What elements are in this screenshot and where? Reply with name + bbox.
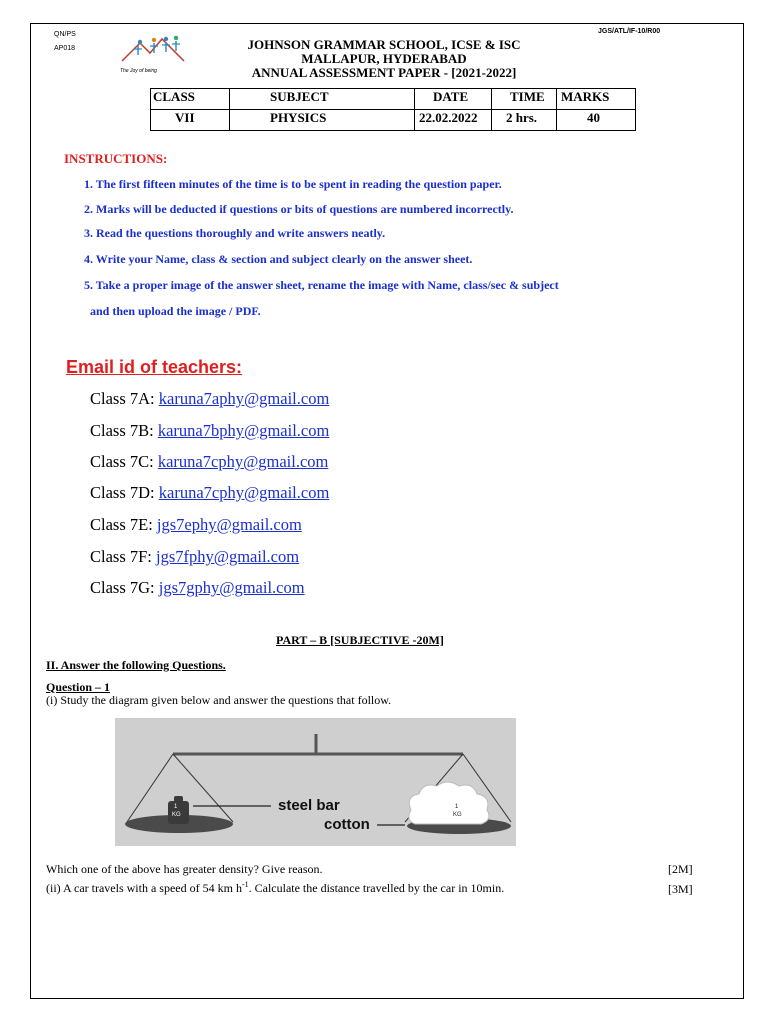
class-label: Class 7D: xyxy=(90,483,155,502)
header-marks: MARKS xyxy=(557,89,636,110)
label-steel-bar: steel bar xyxy=(278,797,340,814)
question-2-text-end: . Calculate the distance travelled by the car in 10min. xyxy=(248,881,505,895)
email-link[interactable]: karuna7cphy@gmail.com xyxy=(157,452,329,471)
email-link[interactable]: karuna7bphy@gmail.com xyxy=(157,421,330,440)
value-class: VII xyxy=(151,110,230,131)
value-marks: 40 xyxy=(557,110,636,131)
header-time: TIME xyxy=(492,89,557,110)
class-label: Class 7F: xyxy=(90,547,152,566)
exam-details-table xyxy=(150,88,636,131)
email-link[interactable]: karuna7cphy@gmail.com xyxy=(158,483,330,502)
logo-tagline: The Joy of being xyxy=(120,68,157,74)
header-date: DATE xyxy=(415,89,492,110)
email-row-7a xyxy=(90,389,329,409)
question-heading: Question – 1 xyxy=(46,680,111,694)
value-date: 22.02.2022 xyxy=(415,110,492,131)
class-label: Class 7E: xyxy=(90,515,153,534)
email-row-7d xyxy=(90,483,329,503)
email-link[interactable]: jgs7ephy@gmail.com xyxy=(156,515,302,534)
paper-title: ANNUAL ASSESSMENT PAPER - [2021-2022] xyxy=(251,65,517,80)
instruction-item: 4. Write your Name, class & section and subject clearly on the answer sheet. xyxy=(84,252,473,266)
email-row-7f xyxy=(90,547,299,567)
weight-label-right-1: 1 xyxy=(455,804,459,810)
school-logo xyxy=(118,33,188,78)
instruction-item: 1. The first fifteen minutes of the time is to be spent in reading the question paper. xyxy=(84,177,502,191)
page-border xyxy=(30,23,744,999)
weight-label-left-2: KG xyxy=(172,812,181,818)
class-label: Class 7C: xyxy=(90,452,154,471)
header-subject: SUBJECT xyxy=(230,89,415,110)
part-b-title: PART – B [SUBJECTIVE -20M] xyxy=(276,633,444,647)
balance-scale-graphic xyxy=(115,718,516,846)
question-intro: (i) Study the diagram given below and answer the questions that follow. xyxy=(46,693,392,707)
document-code-ap: AP018 xyxy=(54,45,76,52)
header-class: CLASS xyxy=(151,89,230,110)
school-name: JOHNSON GRAMMAR SCHOOL, ICSE & ISC xyxy=(247,37,521,52)
class-label: Class 7B: xyxy=(90,421,154,440)
school-location: MALLAPUR, HYDERABAD xyxy=(301,51,467,66)
table-header-row xyxy=(151,89,636,110)
table-value-row xyxy=(151,110,636,131)
question-1-text: Which one of the above has greater density? Give reason. xyxy=(46,862,323,876)
value-time: 2 hrs. xyxy=(492,110,557,131)
form-code: JGS/ATL/IF-10/R00 xyxy=(598,28,661,35)
document-code-qn: QN/PS xyxy=(54,31,76,38)
question-1-marks: [2M] xyxy=(668,862,693,876)
weight-label-left-1: 1 xyxy=(174,804,178,810)
weight-label-right-2: KG xyxy=(453,812,462,818)
label-cotton: cotton xyxy=(324,816,370,833)
instruction-item: 2. Marks will be deducted if questions or bits of questions are numbered incorrectly. xyxy=(84,202,514,216)
section-heading: II. Answer the following Questions. xyxy=(46,658,226,672)
email-section-title: Email id of teachers: xyxy=(66,357,243,377)
class-label: Class 7G: xyxy=(90,578,155,597)
instructions-title: INSTRUCTIONS: xyxy=(64,151,168,166)
email-row-7e xyxy=(90,515,302,535)
email-link[interactable]: jgs7fphy@gmail.com xyxy=(156,547,300,566)
balance-diagram xyxy=(115,718,516,846)
email-link[interactable]: karuna7aphy@gmail.com xyxy=(158,389,330,408)
class-label: Class 7A: xyxy=(90,389,155,408)
instruction-item-continued: and then upload the image / PDF. xyxy=(90,304,261,318)
instruction-item: 3. Read the questions thoroughly and write answers neatly. xyxy=(84,226,386,240)
email-link[interactable]: jgs7gphy@gmail.com xyxy=(158,578,305,597)
email-row-7b xyxy=(90,421,329,441)
value-subject: PHYSICS xyxy=(230,110,415,131)
instruction-item: 5. Take a proper image of the answer sheet, rename the image with Name, class/sec & subject xyxy=(84,278,559,292)
question-2-text xyxy=(46,880,504,896)
unit-superscript: -1 xyxy=(241,880,249,889)
question-2-text-start: (ii) A car travels with a speed of 54 km h xyxy=(46,881,242,895)
email-row-7g xyxy=(90,578,305,598)
question-2-marks: [3M] xyxy=(668,882,693,896)
email-row-7c xyxy=(90,452,328,472)
